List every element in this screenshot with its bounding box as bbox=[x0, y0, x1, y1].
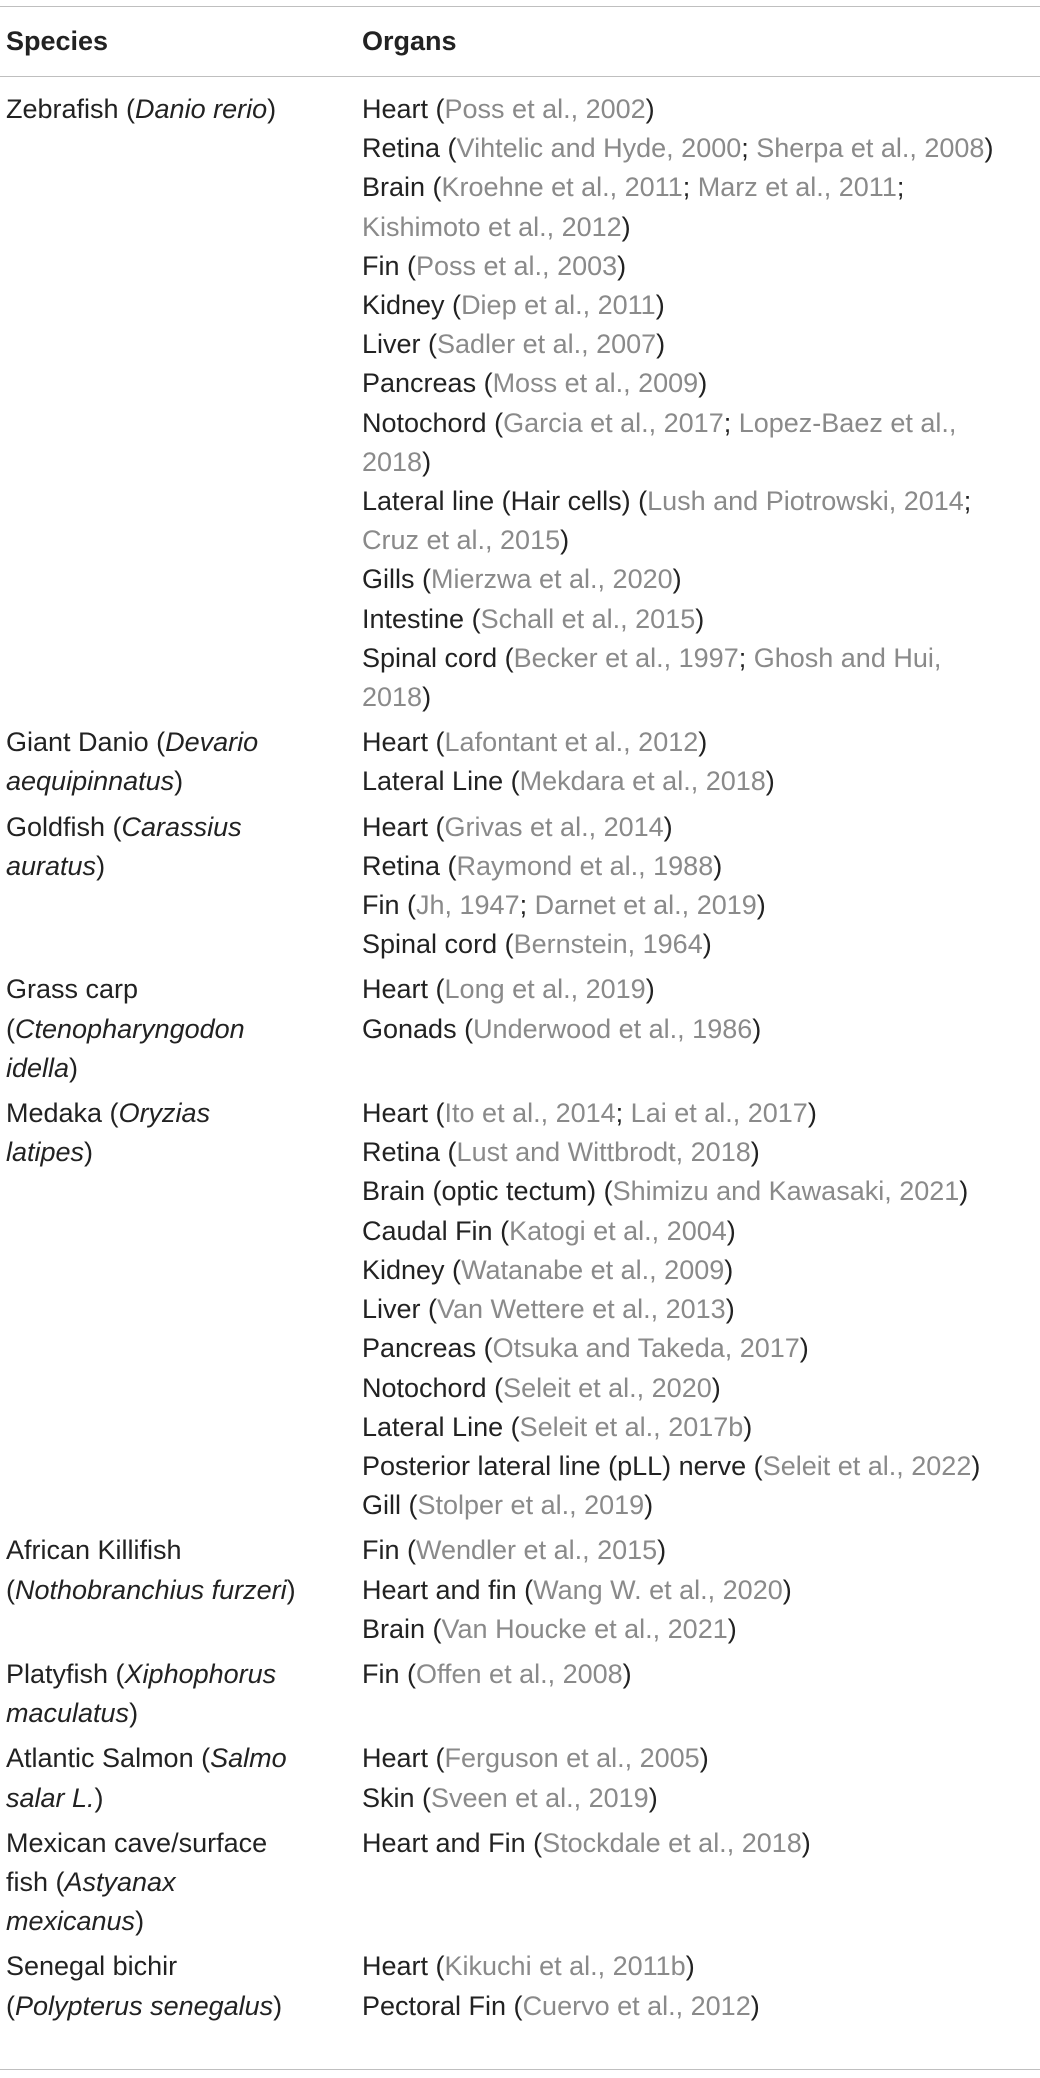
species-common-name: ) bbox=[273, 1990, 283, 2021]
citation-link[interactable]: Stolper et al., 2019 bbox=[417, 1490, 645, 1521]
citation-link[interactable]: Cuervo et al., 2012 bbox=[522, 1990, 751, 2021]
organ-text: Kidney ( bbox=[362, 290, 462, 321]
organ-line bbox=[362, 1172, 1032, 1211]
organ-text: Heart ( bbox=[362, 811, 445, 842]
organ-text: ) bbox=[752, 1013, 762, 1044]
organ-line bbox=[362, 1987, 1032, 2026]
citation-link[interactable]: Raymond et al., 1988 bbox=[456, 850, 714, 881]
species-scientific-name: mexicanus bbox=[6, 1906, 136, 1937]
organ-text: Brain ( bbox=[362, 1613, 442, 1644]
organ-text: ) bbox=[727, 1613, 737, 1644]
species-line bbox=[6, 1133, 348, 1172]
organ-line bbox=[362, 886, 1032, 925]
species-line bbox=[6, 1094, 348, 1133]
citation-link[interactable]: Sveen et al., 2019 bbox=[431, 1782, 649, 1813]
citation-link[interactable]: Jh, 1947 bbox=[416, 890, 520, 921]
organ-line bbox=[362, 168, 1032, 207]
species-line bbox=[6, 90, 348, 129]
organ-text: Retina ( bbox=[362, 133, 457, 164]
organ-text: Gills ( bbox=[362, 564, 431, 595]
species-common-name: ) bbox=[84, 1137, 94, 1168]
organ-line bbox=[362, 1739, 1032, 1778]
organ-text: Liver ( bbox=[362, 329, 438, 360]
citation-link[interactable]: Kishimoto et al., 2012 bbox=[362, 211, 622, 242]
species-common-name: ) bbox=[174, 766, 184, 797]
organs-cell bbox=[356, 1655, 1040, 1733]
organs-cell bbox=[356, 1531, 1040, 1649]
citation-link[interactable]: Lai et al., 2017 bbox=[630, 1098, 808, 1129]
citation-link[interactable]: Seleit et al., 2017b bbox=[519, 1411, 744, 1442]
citation-link[interactable]: Watanabe et al., 2009 bbox=[461, 1254, 725, 1285]
organ-text: ) bbox=[663, 811, 673, 842]
citation-link[interactable]: Poss et al., 2003 bbox=[416, 250, 618, 281]
organ-line bbox=[362, 1655, 1032, 1694]
organ-line bbox=[362, 1212, 1032, 1251]
species-scientific-name: Devario bbox=[165, 727, 259, 758]
organ-line bbox=[362, 847, 1032, 886]
citation-link[interactable]: Lopez-Baez et al., bbox=[738, 407, 957, 438]
species-scientific-name: Polypterus senegalus bbox=[15, 1990, 274, 2021]
organs-cell bbox=[356, 723, 1040, 801]
organ-text: ; bbox=[741, 133, 757, 164]
species-scientific-name: Xiphophorus bbox=[124, 1658, 277, 1689]
organ-line bbox=[362, 970, 1032, 1009]
organ-text: Pancreas ( bbox=[362, 368, 493, 399]
species-common-name: fish ( bbox=[6, 1866, 65, 1897]
organ-text: Lateral line (Hair cells) ( bbox=[362, 486, 648, 517]
organ-line bbox=[362, 90, 1032, 129]
citation-link[interactable]: Kikuchi et al., 2011b bbox=[444, 1951, 686, 1982]
organ-text: Gill ( bbox=[362, 1490, 418, 1521]
organ-text: ) bbox=[685, 1951, 695, 1982]
organ-line bbox=[362, 482, 1032, 521]
organ-text: ; bbox=[682, 172, 698, 203]
species-common-name: ( bbox=[6, 1990, 15, 2021]
organ-text: ) bbox=[807, 1098, 817, 1129]
species-common-name: Medaka ( bbox=[6, 1098, 119, 1129]
organ-line bbox=[362, 1094, 1032, 1133]
organs-cell bbox=[356, 808, 1040, 965]
organ-line bbox=[362, 1824, 1032, 1863]
header-organs: Organs bbox=[362, 26, 457, 56]
species-common-name: ) bbox=[94, 1782, 104, 1813]
organ-line bbox=[362, 1531, 1032, 1570]
organ-line bbox=[362, 1486, 1032, 1525]
citation-link[interactable]: Offen et al., 2008 bbox=[416, 1658, 623, 1689]
organ-text: ) bbox=[699, 1743, 709, 1774]
organ-text: ) bbox=[422, 682, 432, 713]
species-line bbox=[6, 1863, 348, 1902]
species-line bbox=[6, 1824, 348, 1863]
species-common-name: Platyfish ( bbox=[6, 1658, 125, 1689]
organ-text: ) bbox=[702, 929, 712, 960]
table-row bbox=[0, 808, 1040, 965]
table-row bbox=[0, 1739, 1040, 1817]
organs-cell bbox=[356, 1824, 1040, 1942]
organ-text: Heart ( bbox=[362, 727, 445, 758]
citation-link[interactable]: Mekdara et al., 2018 bbox=[519, 766, 766, 797]
organ-text: ) bbox=[765, 766, 775, 797]
organ-text: ) bbox=[695, 603, 705, 634]
species-common-name: ) bbox=[286, 1574, 296, 1605]
organ-text: Brain ( bbox=[362, 172, 442, 203]
organ-text: Caudal Fin ( bbox=[362, 1215, 510, 1246]
organ-text: Notochord ( bbox=[362, 1372, 504, 1403]
organ-text: Gonads ( bbox=[362, 1013, 474, 1044]
table-row bbox=[0, 1531, 1040, 1649]
species-line bbox=[6, 1739, 348, 1778]
organ-text: Retina ( bbox=[362, 850, 457, 881]
organ-line bbox=[362, 247, 1032, 286]
organ-line bbox=[362, 129, 1032, 168]
species-scientific-name: idella bbox=[6, 1052, 70, 1083]
header-species: Species bbox=[6, 26, 109, 56]
organ-text: ) bbox=[711, 1372, 721, 1403]
organ-text: Heart ( bbox=[362, 1743, 445, 1774]
citation-link[interactable]: Diep et al., 2011 bbox=[461, 290, 656, 321]
citation-link[interactable]: Lafontant et al., 2012 bbox=[444, 727, 699, 758]
organ-text: ) bbox=[657, 1535, 667, 1566]
organ-line bbox=[362, 1571, 1032, 1610]
species-scientific-name: maculatus bbox=[6, 1698, 130, 1729]
organ-line bbox=[362, 1010, 1032, 1049]
citation-link[interactable]: Schall et al., 2015 bbox=[480, 603, 696, 634]
species-scientific-name: Salmo bbox=[210, 1743, 287, 1774]
organ-line bbox=[362, 1133, 1032, 1172]
table-bottom-rule bbox=[0, 2069, 1040, 2070]
species-cell bbox=[0, 970, 356, 1088]
citation-link[interactable]: Katogi et al., 2004 bbox=[509, 1215, 727, 1246]
organ-line bbox=[362, 443, 1032, 482]
citation-link[interactable]: Stockdale et al., 2018 bbox=[542, 1827, 802, 1858]
organ-text: ) bbox=[750, 1990, 760, 2021]
organs-cell bbox=[356, 1739, 1040, 1817]
species-line bbox=[6, 808, 348, 847]
species-line bbox=[6, 1655, 348, 1694]
organ-line bbox=[362, 1947, 1032, 1986]
organ-text: Heart ( bbox=[362, 1951, 445, 1982]
species-cell bbox=[0, 90, 356, 717]
species-common-name: Zebrafish ( bbox=[6, 94, 136, 124]
species-common-name: Atlantic Salmon ( bbox=[6, 1743, 211, 1774]
organ-line bbox=[362, 521, 1032, 560]
organ-text: Fin ( bbox=[362, 1658, 416, 1689]
species-common-name: Goldfish ( bbox=[6, 811, 122, 842]
species-cell bbox=[0, 1655, 356, 1733]
organ-text: ) bbox=[725, 1294, 735, 1325]
organ-text: ) bbox=[971, 1450, 981, 1481]
organ-text: Spinal cord ( bbox=[362, 642, 514, 673]
species-line bbox=[6, 1049, 348, 1088]
citation-link[interactable]: 2018 bbox=[362, 446, 423, 477]
organ-line bbox=[362, 762, 1032, 801]
organ-text: ) bbox=[622, 1658, 632, 1689]
citation-link[interactable]: Seleit et al., 2022 bbox=[762, 1450, 972, 1481]
table-row bbox=[0, 1655, 1040, 1733]
organ-text: ) bbox=[959, 1176, 969, 1207]
species-scientific-name: auratus bbox=[6, 850, 97, 881]
organ-text: Liver ( bbox=[362, 1294, 438, 1325]
species-line bbox=[6, 1531, 348, 1570]
species-common-name: Senegal bichir bbox=[6, 1951, 178, 1982]
species-cell bbox=[0, 1094, 356, 1525]
organ-text: ) bbox=[799, 1333, 809, 1364]
citation-link[interactable]: Poss et al., 2002 bbox=[444, 94, 646, 124]
citation-link[interactable]: Moss et al., 2009 bbox=[492, 368, 699, 399]
species-scientific-name: salar L. bbox=[6, 1782, 95, 1813]
table-top-rule bbox=[0, 6, 1040, 7]
organ-line bbox=[362, 364, 1032, 403]
organ-text: ) bbox=[648, 1782, 658, 1813]
species-cell bbox=[0, 723, 356, 801]
species-line bbox=[6, 1779, 348, 1818]
organ-line bbox=[362, 600, 1032, 639]
organ-text: Lateral Line ( bbox=[362, 766, 520, 797]
organ-line bbox=[362, 1779, 1032, 1818]
species-common-name: ( bbox=[6, 1013, 15, 1044]
organ-text: ) bbox=[621, 211, 631, 242]
organ-text: Pectoral Fin ( bbox=[362, 1990, 523, 2021]
citation-link[interactable]: Sherpa et al., 2008 bbox=[756, 133, 985, 164]
organs-cell bbox=[356, 1947, 1040, 2025]
species-scientific-name: Astyanax bbox=[64, 1866, 176, 1897]
citation-link[interactable]: Ferguson et al., 2005 bbox=[444, 1743, 700, 1774]
citation-link[interactable]: Lust and Wittbrodt, 2018 bbox=[456, 1137, 751, 1168]
organ-line bbox=[362, 1408, 1032, 1447]
organ-text: ) bbox=[617, 250, 627, 281]
species-common-name: ( bbox=[6, 1574, 15, 1605]
species-line bbox=[6, 723, 348, 762]
citation-link[interactable]: Ito et al., 2014 bbox=[444, 1098, 616, 1129]
organ-line bbox=[362, 404, 1032, 443]
species-line bbox=[6, 1902, 348, 1941]
organ-line bbox=[362, 286, 1032, 325]
organ-text: ) bbox=[713, 850, 723, 881]
organ-line bbox=[362, 808, 1032, 847]
table-row bbox=[0, 1947, 1040, 2025]
species-line bbox=[6, 1571, 348, 1610]
organ-text: ) bbox=[750, 1137, 760, 1168]
organ-line bbox=[362, 1369, 1032, 1408]
organ-line bbox=[362, 560, 1032, 599]
organs-cell bbox=[356, 1094, 1040, 1525]
organ-line bbox=[362, 325, 1032, 364]
species-scientific-name: Nothobranchius furzeri bbox=[15, 1574, 287, 1605]
organ-line bbox=[362, 1251, 1032, 1290]
species-cell bbox=[0, 808, 356, 965]
species-line bbox=[6, 1010, 348, 1049]
organ-text: Notochord ( bbox=[362, 407, 504, 438]
organ-line bbox=[362, 1447, 1032, 1486]
table-row bbox=[0, 970, 1040, 1088]
organ-text: ) bbox=[644, 1490, 654, 1521]
organ-text: ; bbox=[896, 172, 905, 203]
organ-text: Intestine ( bbox=[362, 603, 481, 634]
species-common-name: ) bbox=[135, 1906, 145, 1937]
species-scientific-name: Carassius bbox=[121, 811, 242, 842]
species-cell bbox=[0, 1739, 356, 1817]
species-scientific-name: Danio rerio bbox=[135, 94, 268, 124]
species-common-name: African Killifish bbox=[6, 1535, 182, 1566]
organ-line bbox=[362, 208, 1032, 247]
citation-link[interactable]: Shimizu and Kawasaki, 2021 bbox=[612, 1176, 960, 1207]
species-common-name: Giant Danio ( bbox=[6, 727, 166, 758]
organ-line bbox=[362, 723, 1032, 762]
organ-text: Retina ( bbox=[362, 1137, 457, 1168]
organ-text: ) bbox=[645, 94, 655, 124]
species-cell bbox=[0, 1947, 356, 2025]
species-scientific-name: aequipinnatus bbox=[6, 766, 175, 797]
organ-text: Brain (optic tectum) ( bbox=[362, 1176, 613, 1207]
species-line bbox=[6, 762, 348, 801]
organ-text: ) bbox=[645, 974, 655, 1005]
citation-link[interactable]: Marz et al., 2011 bbox=[697, 172, 897, 203]
species-common-name: Grass carp bbox=[6, 974, 139, 1005]
species-line bbox=[6, 1947, 348, 1986]
species-common-name: ) bbox=[129, 1698, 139, 1729]
table-row bbox=[0, 723, 1040, 801]
species-common-name: ) bbox=[96, 850, 106, 881]
organ-text: ; bbox=[615, 1098, 631, 1129]
table-row bbox=[0, 90, 1040, 717]
organ-line bbox=[362, 1329, 1032, 1368]
organ-text: Fin ( bbox=[362, 1535, 416, 1566]
organ-line bbox=[362, 639, 1032, 678]
citation-link[interactable]: 2018 bbox=[362, 682, 423, 713]
organ-text: Kidney ( bbox=[362, 1254, 462, 1285]
organ-line bbox=[362, 1610, 1032, 1649]
organs-cell bbox=[356, 90, 1040, 717]
citation-link[interactable]: Becker et al., 1997 bbox=[513, 642, 739, 673]
organ-text: ; bbox=[963, 486, 972, 517]
citation-link[interactable]: Sadler et al., 2007 bbox=[437, 329, 657, 360]
organ-text: ) bbox=[743, 1411, 753, 1442]
citation-link[interactable]: Wang W. et al., 2020 bbox=[533, 1574, 783, 1605]
citation-link[interactable]: Vihtelic and Hyde, 2000 bbox=[456, 133, 742, 164]
organ-text: ) bbox=[984, 133, 994, 164]
organ-line bbox=[362, 925, 1032, 964]
citation-link[interactable]: Long et al., 2019 bbox=[444, 974, 646, 1005]
organ-text: ) bbox=[756, 890, 766, 921]
species-common-name: ) bbox=[267, 94, 277, 124]
citation-link[interactable]: Otsuka and Takeda, 2017 bbox=[492, 1333, 800, 1364]
organ-line bbox=[362, 1290, 1032, 1329]
citation-link[interactable]: Mierzwa et al., 2020 bbox=[431, 564, 673, 595]
organs-cell bbox=[356, 970, 1040, 1088]
organ-text: Heart ( bbox=[362, 94, 445, 124]
species-line bbox=[6, 1987, 348, 2026]
organ-text: Fin ( bbox=[362, 890, 416, 921]
organ-text: ) bbox=[560, 525, 570, 556]
species-line bbox=[6, 970, 348, 1009]
citation-link[interactable]: Van Wettere et al., 2013 bbox=[437, 1294, 726, 1325]
table-body bbox=[0, 90, 1040, 2032]
citation-link[interactable]: Grivas et al., 2014 bbox=[444, 811, 664, 842]
organ-text: Heart ( bbox=[362, 1098, 445, 1129]
organ-text: Spinal cord ( bbox=[362, 929, 514, 960]
citation-link[interactable]: Bernstein, 1964 bbox=[513, 929, 703, 960]
citation-link[interactable]: Lush and Piotrowski, 2014 bbox=[647, 486, 964, 517]
citation-link[interactable]: Garcia et al., 2017 bbox=[503, 407, 724, 438]
organ-text: Heart and fin ( bbox=[362, 1574, 534, 1605]
citation-link[interactable]: Darnet et al., 2019 bbox=[534, 890, 757, 921]
organ-text: ) bbox=[422, 446, 432, 477]
organ-text: Posterior lateral line (pLL) nerve ( bbox=[362, 1450, 763, 1481]
organ-text: Heart ( bbox=[362, 974, 445, 1005]
organ-text: Heart and Fin ( bbox=[362, 1827, 543, 1858]
organ-text: ) bbox=[782, 1574, 792, 1605]
organ-line bbox=[362, 678, 1032, 717]
organ-text: ; bbox=[723, 407, 739, 438]
species-cell bbox=[0, 1531, 356, 1649]
organ-text: ; bbox=[519, 890, 535, 921]
species-scientific-name: latipes bbox=[6, 1137, 85, 1168]
organ-text: ) bbox=[655, 290, 665, 321]
table-row bbox=[0, 1824, 1040, 1942]
organ-text: ) bbox=[698, 368, 708, 399]
organ-text: Lateral Line ( bbox=[362, 1411, 520, 1442]
organ-text: Fin ( bbox=[362, 250, 416, 281]
organ-text: ) bbox=[724, 1254, 734, 1285]
organ-text: Skin ( bbox=[362, 1782, 432, 1813]
species-line bbox=[6, 847, 348, 886]
species-common-name: ) bbox=[69, 1052, 79, 1083]
organ-text: ; bbox=[738, 642, 754, 673]
organ-text: ) bbox=[801, 1827, 811, 1858]
citation-link[interactable]: Van Houcke et al., 2021 bbox=[441, 1613, 728, 1644]
citation-link[interactable]: Seleit et al., 2020 bbox=[503, 1372, 712, 1403]
species-scientific-name: Oryzias bbox=[118, 1098, 211, 1129]
organ-text: ) bbox=[656, 329, 666, 360]
species-cell bbox=[0, 1824, 356, 1942]
species-scientific-name: Ctenopharyngodon bbox=[15, 1013, 245, 1044]
species-line bbox=[6, 1694, 348, 1733]
citation-link[interactable]: Cruz et al., 2015 bbox=[362, 525, 561, 556]
table-row bbox=[0, 1094, 1040, 1525]
organ-text: Pancreas ( bbox=[362, 1333, 493, 1364]
citation-link[interactable]: Kroehne et al., 2011 bbox=[441, 172, 683, 203]
species-common-name: Mexican cave/surface bbox=[6, 1827, 268, 1858]
header-rule bbox=[0, 76, 1040, 77]
organ-text: ) bbox=[672, 564, 682, 595]
organ-text: ) bbox=[726, 1215, 736, 1246]
citation-link[interactable]: Ghosh and Hui, bbox=[753, 642, 942, 673]
organ-text: ) bbox=[698, 727, 708, 758]
citation-link[interactable]: Wendler et al., 2015 bbox=[416, 1535, 658, 1566]
citation-link[interactable]: Underwood et al., 1986 bbox=[473, 1013, 753, 1044]
